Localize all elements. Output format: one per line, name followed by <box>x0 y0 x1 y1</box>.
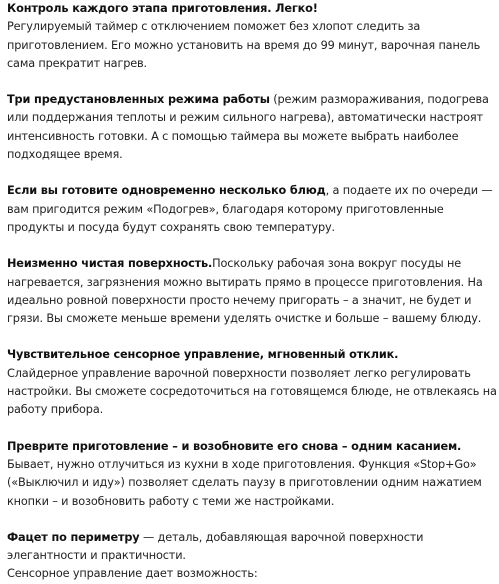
paragraph-heading: Преврите приготовление – и возобновите его снова – одним касанием. <box>7 439 462 453</box>
document-body <box>7 0 497 584</box>
paragraph-text: Слайдерное управление варочной поверхности позволяет легко регулировать настройки. Вы сможете сосредоточиться на готовящемся блюде, не отвлекаясь на работу прибора. <box>7 366 497 417</box>
paragraph-text: , а подаете их по очереди — вам пригодится режим «Подогрев», благодаря которому приготовленные продукты и посуда будут сохранять свою температуру. <box>7 184 493 234</box>
paragraph-facet <box>7 529 497 566</box>
paragraph-text: Поскольку рабочая зона вокруг посуды не нагревается, загрязнения можно вытирать прямо в процессе приготовления. На идеально ровной поверхности просто нечему пригорать – а значит, не будет и грязи. Вы сможете меньше времени уделять очистке и больше – вашему блюду. <box>7 257 483 326</box>
paragraph-clean-surface <box>7 255 497 328</box>
paragraph-text: Бывает, нужно отлучиться из кухни в ходе приготовления. Функция «Stop+Go» («Выключил и иду») позволяет сделать паузу в приготовлении одним нажатием кнопки – и возобновить работу с теми же настройками. <box>7 457 482 508</box>
paragraph-heading: Контроль каждого этапа приготовления. Легко! <box>7 2 318 15</box>
paragraph-trailing <box>7 565 497 583</box>
paragraph-heading: Неизменно чистая поверхность. <box>7 257 213 271</box>
paragraph-text: Сенсорное управление дает возможность: <box>7 567 258 581</box>
paragraph-several-dishes <box>7 182 497 237</box>
paragraph-heading: Если вы готовите одновременно несколько блюд <box>7 184 326 198</box>
paragraph-touch-control <box>7 346 497 419</box>
paragraph-heading: Чувствительное сенсорное управление, мгновенный отклик. <box>7 348 399 362</box>
paragraph-control <box>7 0 497 73</box>
paragraph-stop-go <box>7 438 497 511</box>
paragraph-heading: Фацет по периметру <box>7 530 140 544</box>
paragraph-modes <box>7 91 497 164</box>
paragraph-heading: Три предустановленных режима работы <box>7 93 270 107</box>
paragraph-text: (режим размораживания, подогрева или поддержания теплоты и режим сильного нагрева), автоматически настроят интенсивность готовки. А с помощью таймера вы можете выбрать наиболее подходящее время. <box>7 93 489 162</box>
paragraph-text: Регулируемый таймер с отключением поможет без хлопот следить за приготовлением. Его можно установить на время до 99 минут, варочная панель сама прекратит нагрев. <box>7 20 481 70</box>
paragraph-text: — деталь, добавляющая варочной поверхности элегантности и практичности. <box>7 530 424 563</box>
